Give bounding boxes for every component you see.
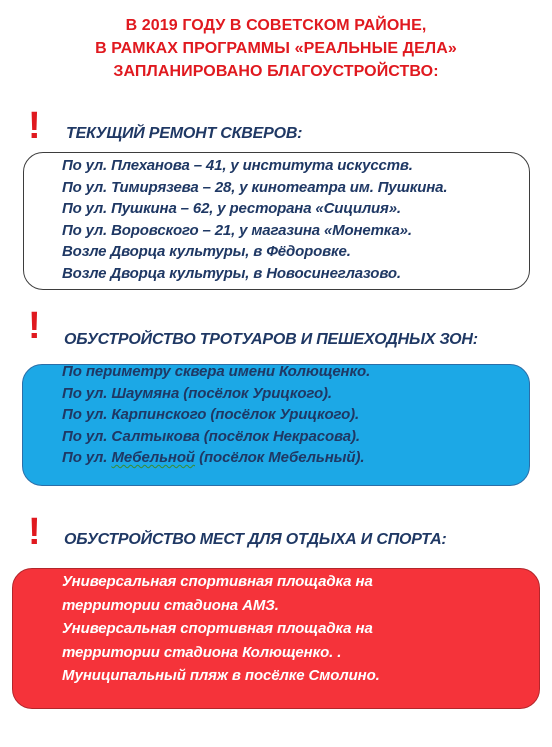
list-item: Возле Дворца культуры, в Новосинеглазово. [62, 264, 401, 282]
section-heading-recreation: ОБУСТРОЙСТВО МЕСТ ДЛЯ ОТДЫХА И СПОРТА: [64, 531, 447, 548]
list-item-suffix: (посёлок Мебельный). [195, 449, 365, 466]
page-title [0, 14, 552, 83]
list-item: По ул. Салтыкова (посёлок Некрасова). [62, 427, 360, 445]
list-item: По ул. Тимирязева – 28, у кинотеатра им. Пушкина. [62, 178, 448, 196]
list-item: Универсальная спортивная площадка на [62, 573, 373, 590]
section-heading-sidewalks: ОБУСТРОЙСТВО ТРОТУАРОВ И ПЕШЕХОДНЫХ ЗОН: [64, 331, 478, 348]
list-item: территории стадиона Колющенко. . [62, 643, 342, 661]
section-list-recreation [62, 570, 380, 688]
list-item: Универсальная спортивная площадка на [62, 620, 373, 637]
list-item: По ул. Пушкина – 62, у ресторана «Сицилия». [62, 200, 401, 217]
list-item: Муниципальный пляж в посёлке Смолино. [62, 667, 380, 684]
list-item-prefix: По ул. [62, 449, 112, 466]
list-item: По ул. Плеханова – 41, у института искусств. [62, 157, 413, 174]
title-line-3: ЗАПЛАНИРОВАНО БЛАГОУСТРОЙСТВО: [113, 63, 439, 80]
list-item: По периметру сквера имени Колющенко. [62, 363, 371, 380]
list-item: территории стадиона АМЗ. [62, 596, 279, 614]
exclamation-mark-icon: ! [28, 105, 41, 147]
title-line-1: В 2019 ГОДУ В СОВЕТСКОМ РАЙОНЕ, [125, 17, 427, 34]
list-item [62, 447, 370, 469]
exclamation-mark-icon: ! [28, 305, 41, 347]
section-list-sidewalks [62, 361, 370, 469]
exclamation-mark-icon: ! [28, 511, 41, 553]
section-heading-repair: ТЕКУЩИЙ РЕМОНТ СКВЕРОВ: [66, 125, 303, 142]
list-item: По ул. Карпинского (посёлок Урицкого). [62, 406, 360, 423]
list-item: По ул. Воровского – 21, у магазина «Монетка». [62, 221, 412, 239]
list-item: Возле Дворца культуры, в Фёдоровке. [62, 243, 351, 260]
spellcheck-underlined-word: Мебельной [111, 449, 195, 466]
list-item: По ул. Шаумяна (посёлок Урицкого). [62, 384, 332, 402]
section-list-repair [62, 155, 447, 284]
title-line-2: В РАМКАХ ПРОГРАММЫ «РЕАЛЬНЫЕ ДЕЛА» [95, 40, 457, 57]
